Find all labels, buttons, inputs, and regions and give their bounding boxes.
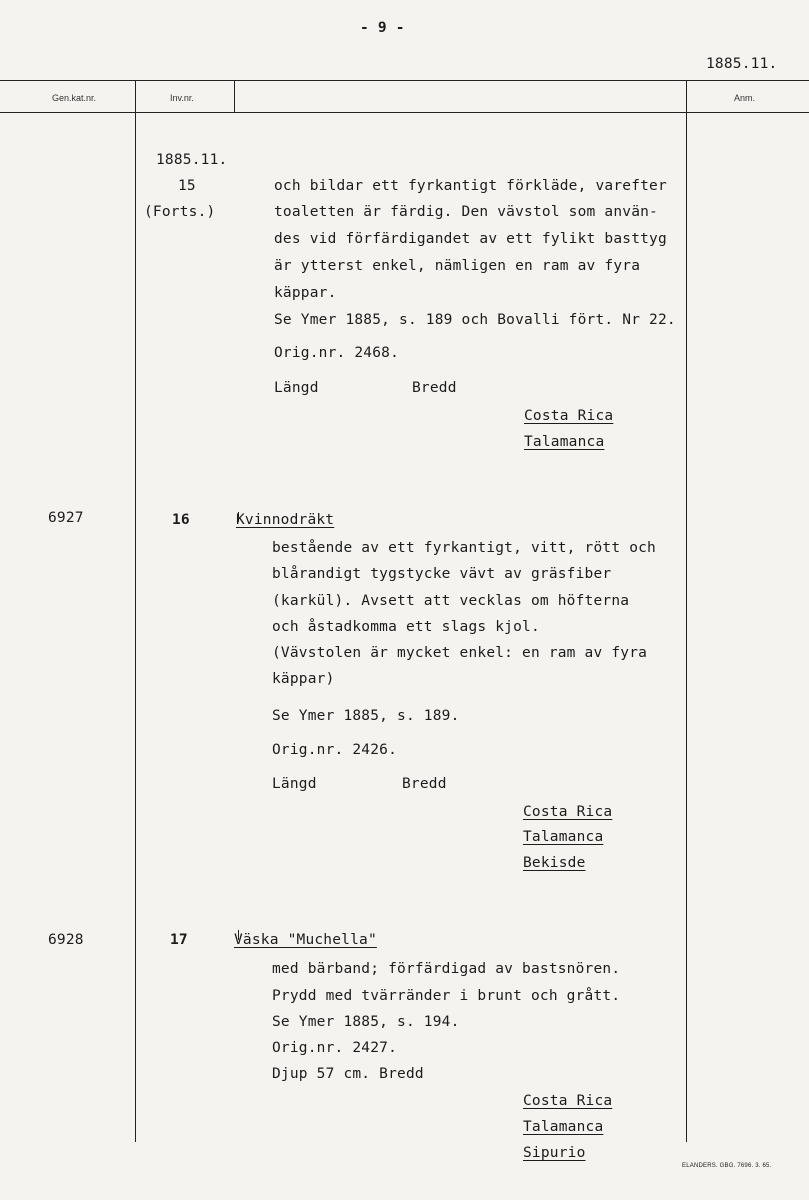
- column-divider-inv-desc: [234, 80, 235, 113]
- inv-date: 1885.11.: [156, 152, 228, 168]
- inv-number: 15: [178, 178, 196, 194]
- description-line: är ytterst enkel, nämligen en ram av fyra: [274, 258, 641, 274]
- place-region: Talamanca: [523, 829, 604, 845]
- description-line: och bildar ett fyrkantigt förkläde, varefter: [274, 178, 667, 194]
- place-region: Talamanca: [524, 434, 605, 450]
- original-number: Orig.nr. 2468.: [274, 345, 400, 361]
- header-top-rule: [0, 80, 809, 81]
- width-label: Bredd: [402, 776, 447, 792]
- column-divider-desc-anm: [686, 80, 687, 1142]
- description-line: och åstadkomma ett slags kjol.: [272, 619, 540, 635]
- place-country: Costa Rica: [523, 804, 613, 820]
- header-bottom-rule: [0, 112, 809, 113]
- length-label: Längd: [274, 380, 319, 396]
- place-locality: Bekisde: [523, 855, 586, 871]
- description-line: bestående av ett fyrkantigt, vitt, rött och: [272, 540, 656, 556]
- inv-number: 16: [172, 512, 190, 528]
- column-header-inv: Inv.nr.: [170, 93, 194, 103]
- reference-line: Se Ymer 1885, s. 189 och Bovalli fört. Nr 22.: [274, 312, 676, 328]
- item-title: Kvinnodräkt: [236, 512, 335, 528]
- description-line: käppar.: [274, 285, 337, 301]
- description-line: toaletten är färdig. Den vävstol som använ-: [274, 204, 658, 220]
- page-number: - 9 -: [360, 20, 405, 36]
- reference-line: Se Ymer 1885, s. 189.: [272, 708, 460, 724]
- header-date: 1885.11.: [706, 56, 778, 72]
- gen-kat-number: 6928: [48, 932, 84, 948]
- description-line: käppar): [272, 671, 335, 687]
- column-divider-gen-inv: [135, 80, 136, 1142]
- original-number: Orig.nr. 2427.: [272, 1040, 398, 1056]
- description-line: Prydd med tvärränder i brunt och grått.: [272, 988, 621, 1004]
- inv-number: 17: [170, 932, 188, 948]
- width-label: Bredd: [412, 380, 457, 396]
- place-locality: Sipurio: [523, 1145, 586, 1161]
- reference-line: Se Ymer 1885, s. 194.: [272, 1014, 460, 1030]
- length-label: Längd: [272, 776, 317, 792]
- place-country: Costa Rica: [523, 1093, 613, 1109]
- place-region: Talamanca: [523, 1119, 604, 1135]
- column-header-gen-kat: Gen.kat.nr.: [52, 93, 97, 103]
- continued-label: (Forts.): [144, 204, 216, 220]
- description-line: des vid förfärdigandet av ett fylikt basttyg: [274, 231, 667, 247]
- original-number: Orig.nr. 2426.: [272, 742, 398, 758]
- description-line: med bärband; förfärdigad av bastsnören.: [272, 961, 621, 977]
- column-header-anm: Anm.: [734, 93, 756, 103]
- gen-kat-number: 6927: [48, 510, 84, 526]
- description-line: (Vävstolen är mycket enkel: en ram av fyra: [272, 645, 648, 661]
- description-line: blårandigt tygstycke vävt av gräsfiber: [272, 566, 612, 582]
- printer-mark: ELANDERS. GBG. 7696. 3. 65.: [682, 1163, 772, 1169]
- dimensions-line: Djup 57 cm. Bredd: [272, 1066, 424, 1082]
- description-line: (karkül). Avsett att vecklas om höfterna: [272, 593, 630, 609]
- item-title: Väska "Muchella": [234, 932, 377, 948]
- place-country: Costa Rica: [524, 408, 614, 424]
